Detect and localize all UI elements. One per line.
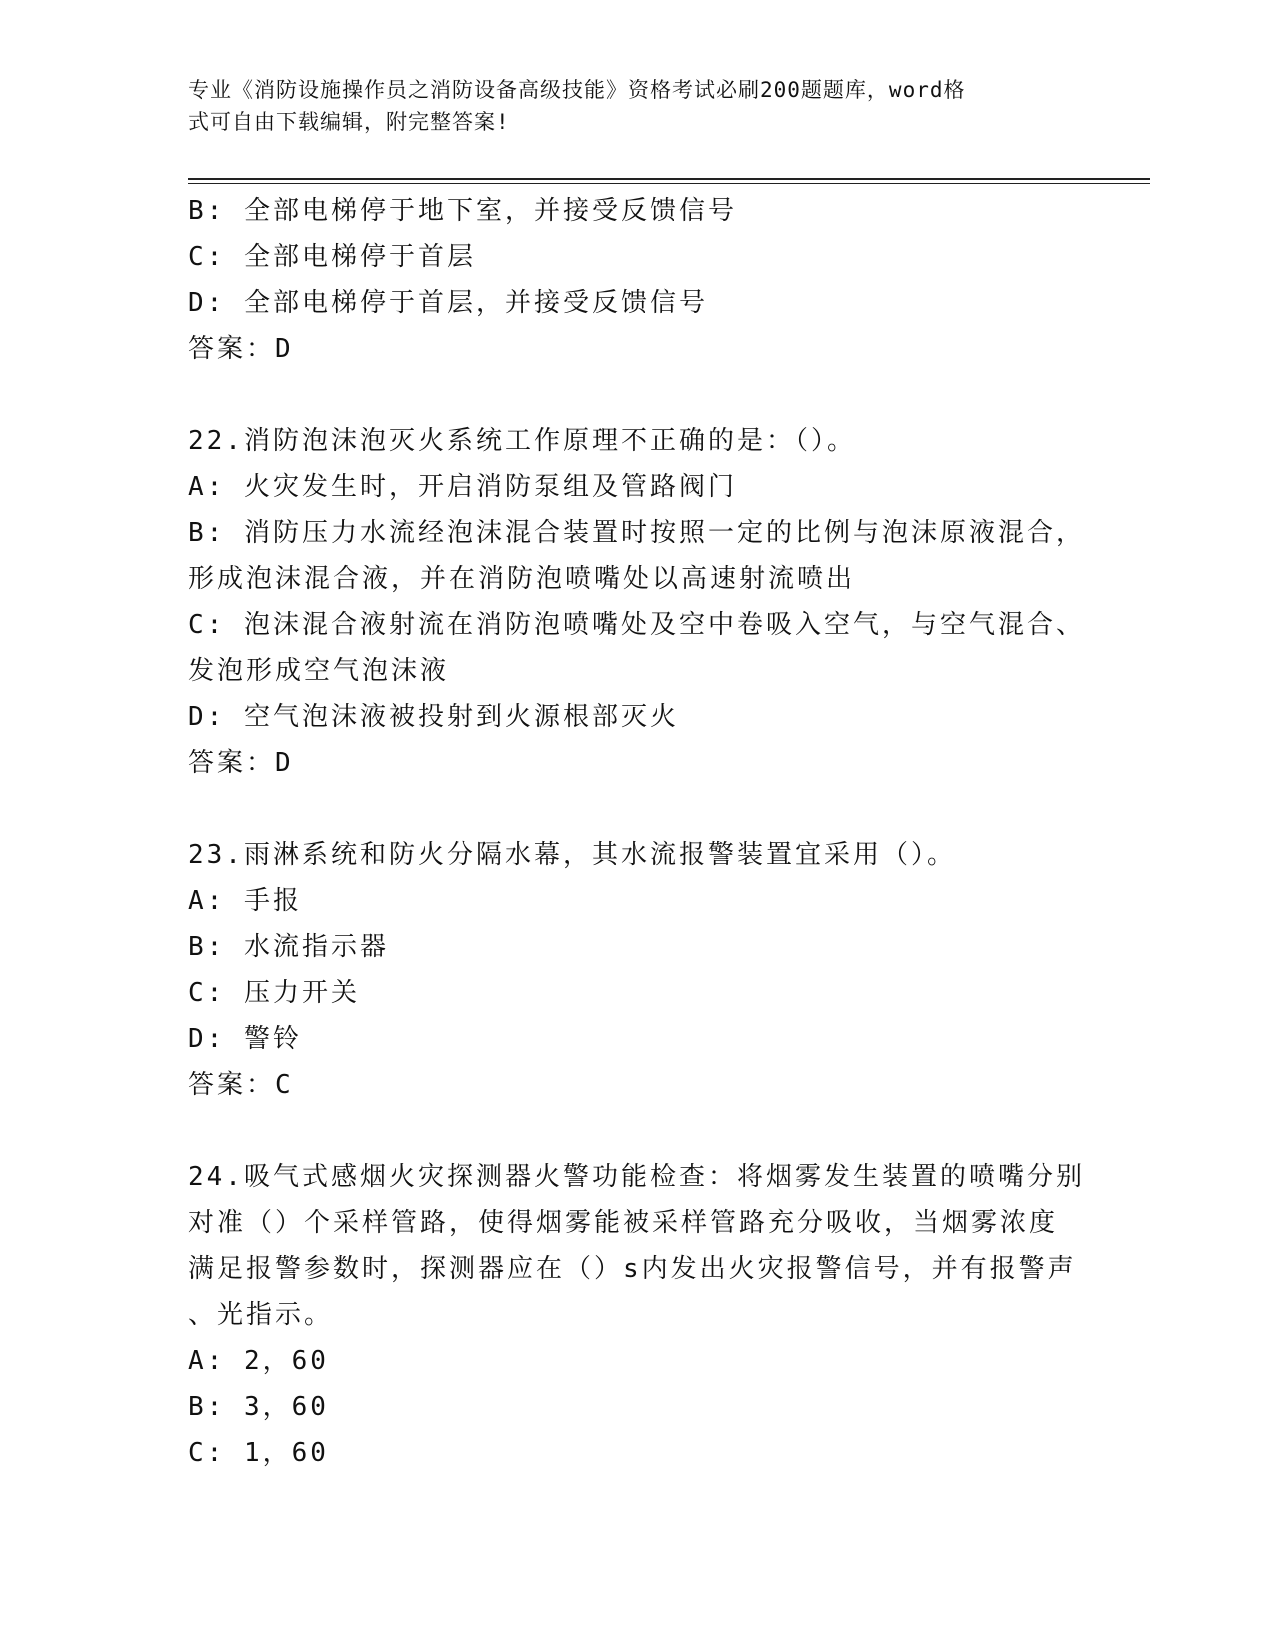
question-list (188, 188, 1088, 1476)
question-stem-line-4: 、光指示。 (188, 1300, 334, 1330)
question-23 (188, 832, 1088, 1108)
header-divider-thick (188, 178, 1150, 180)
answer: 答案：D (188, 334, 294, 364)
question-22 (188, 418, 1088, 786)
question-21-partial (188, 188, 1088, 372)
option-a: A: 火灾发生时，开启消防泵组及管路阀门 (188, 472, 737, 502)
question-stem: 22.消防泡沫泡灭火系统工作原理不正确的是：（）。 (188, 426, 856, 456)
option-d: D: 全部电梯停于首层，并接受反馈信号 (188, 288, 708, 318)
option-c: C: 1，60 (188, 1438, 329, 1468)
document-header (188, 74, 1078, 138)
header-title-line-1: 专业《消防设施操作员之消防设备高级技能》资格考试必刷200题题库，word格 (188, 78, 966, 102)
option-b: B: 3，60 (188, 1392, 329, 1422)
question-24 (188, 1154, 1088, 1476)
header-divider-thin (188, 183, 1150, 184)
question-stem: 23.雨淋系统和防火分隔水幕，其水流报警装置宜采用（）。 (188, 840, 956, 870)
option-a: A: 手报 (188, 886, 302, 916)
option-c: C: 全部电梯停于首层 (188, 242, 476, 272)
question-stem-line-3: 满足报警参数时，探测器应在（）s内发出火灾报警信号，并有报警声 (188, 1254, 1077, 1284)
question-stem: 24.吸气式感烟火灾探测器火警功能检查：将烟雾发生装置的喷嘴分别 (188, 1162, 1085, 1192)
option-a: A: 2，60 (188, 1346, 329, 1376)
answer: 答案：C (188, 1070, 294, 1100)
option-b: B: 消防压力水流经泡沫混合装置时按照一定的比例与泡沫原液混合， (188, 518, 1085, 548)
option-c: C: 压力开关 (188, 978, 360, 1008)
header-title-line-2: 式可自由下载编辑，附完整答案! (188, 110, 510, 134)
question-stem-line-2: 对准（）个采样管路，使得烟雾能被采样管路充分吸收，当烟雾浓度 (188, 1208, 1059, 1238)
option-b-continued: 形成泡沫混合液，并在消防泡喷嘴处以高速射流喷出 (188, 564, 856, 594)
option-b: B: 全部电梯停于地下室，并接受反馈信号 (188, 196, 737, 226)
option-d: D: 空气泡沫液被投射到火源根部灭火 (188, 702, 679, 732)
option-b: B: 水流指示器 (188, 932, 389, 962)
option-c: C: 泡沫混合液射流在消防泡喷嘴处及空中卷吸入空气，与空气混合、 (188, 610, 1085, 640)
option-d: D: 警铃 (188, 1024, 302, 1054)
option-c-continued: 发泡形成空气泡沫液 (188, 656, 450, 686)
answer: 答案：D (188, 748, 294, 778)
